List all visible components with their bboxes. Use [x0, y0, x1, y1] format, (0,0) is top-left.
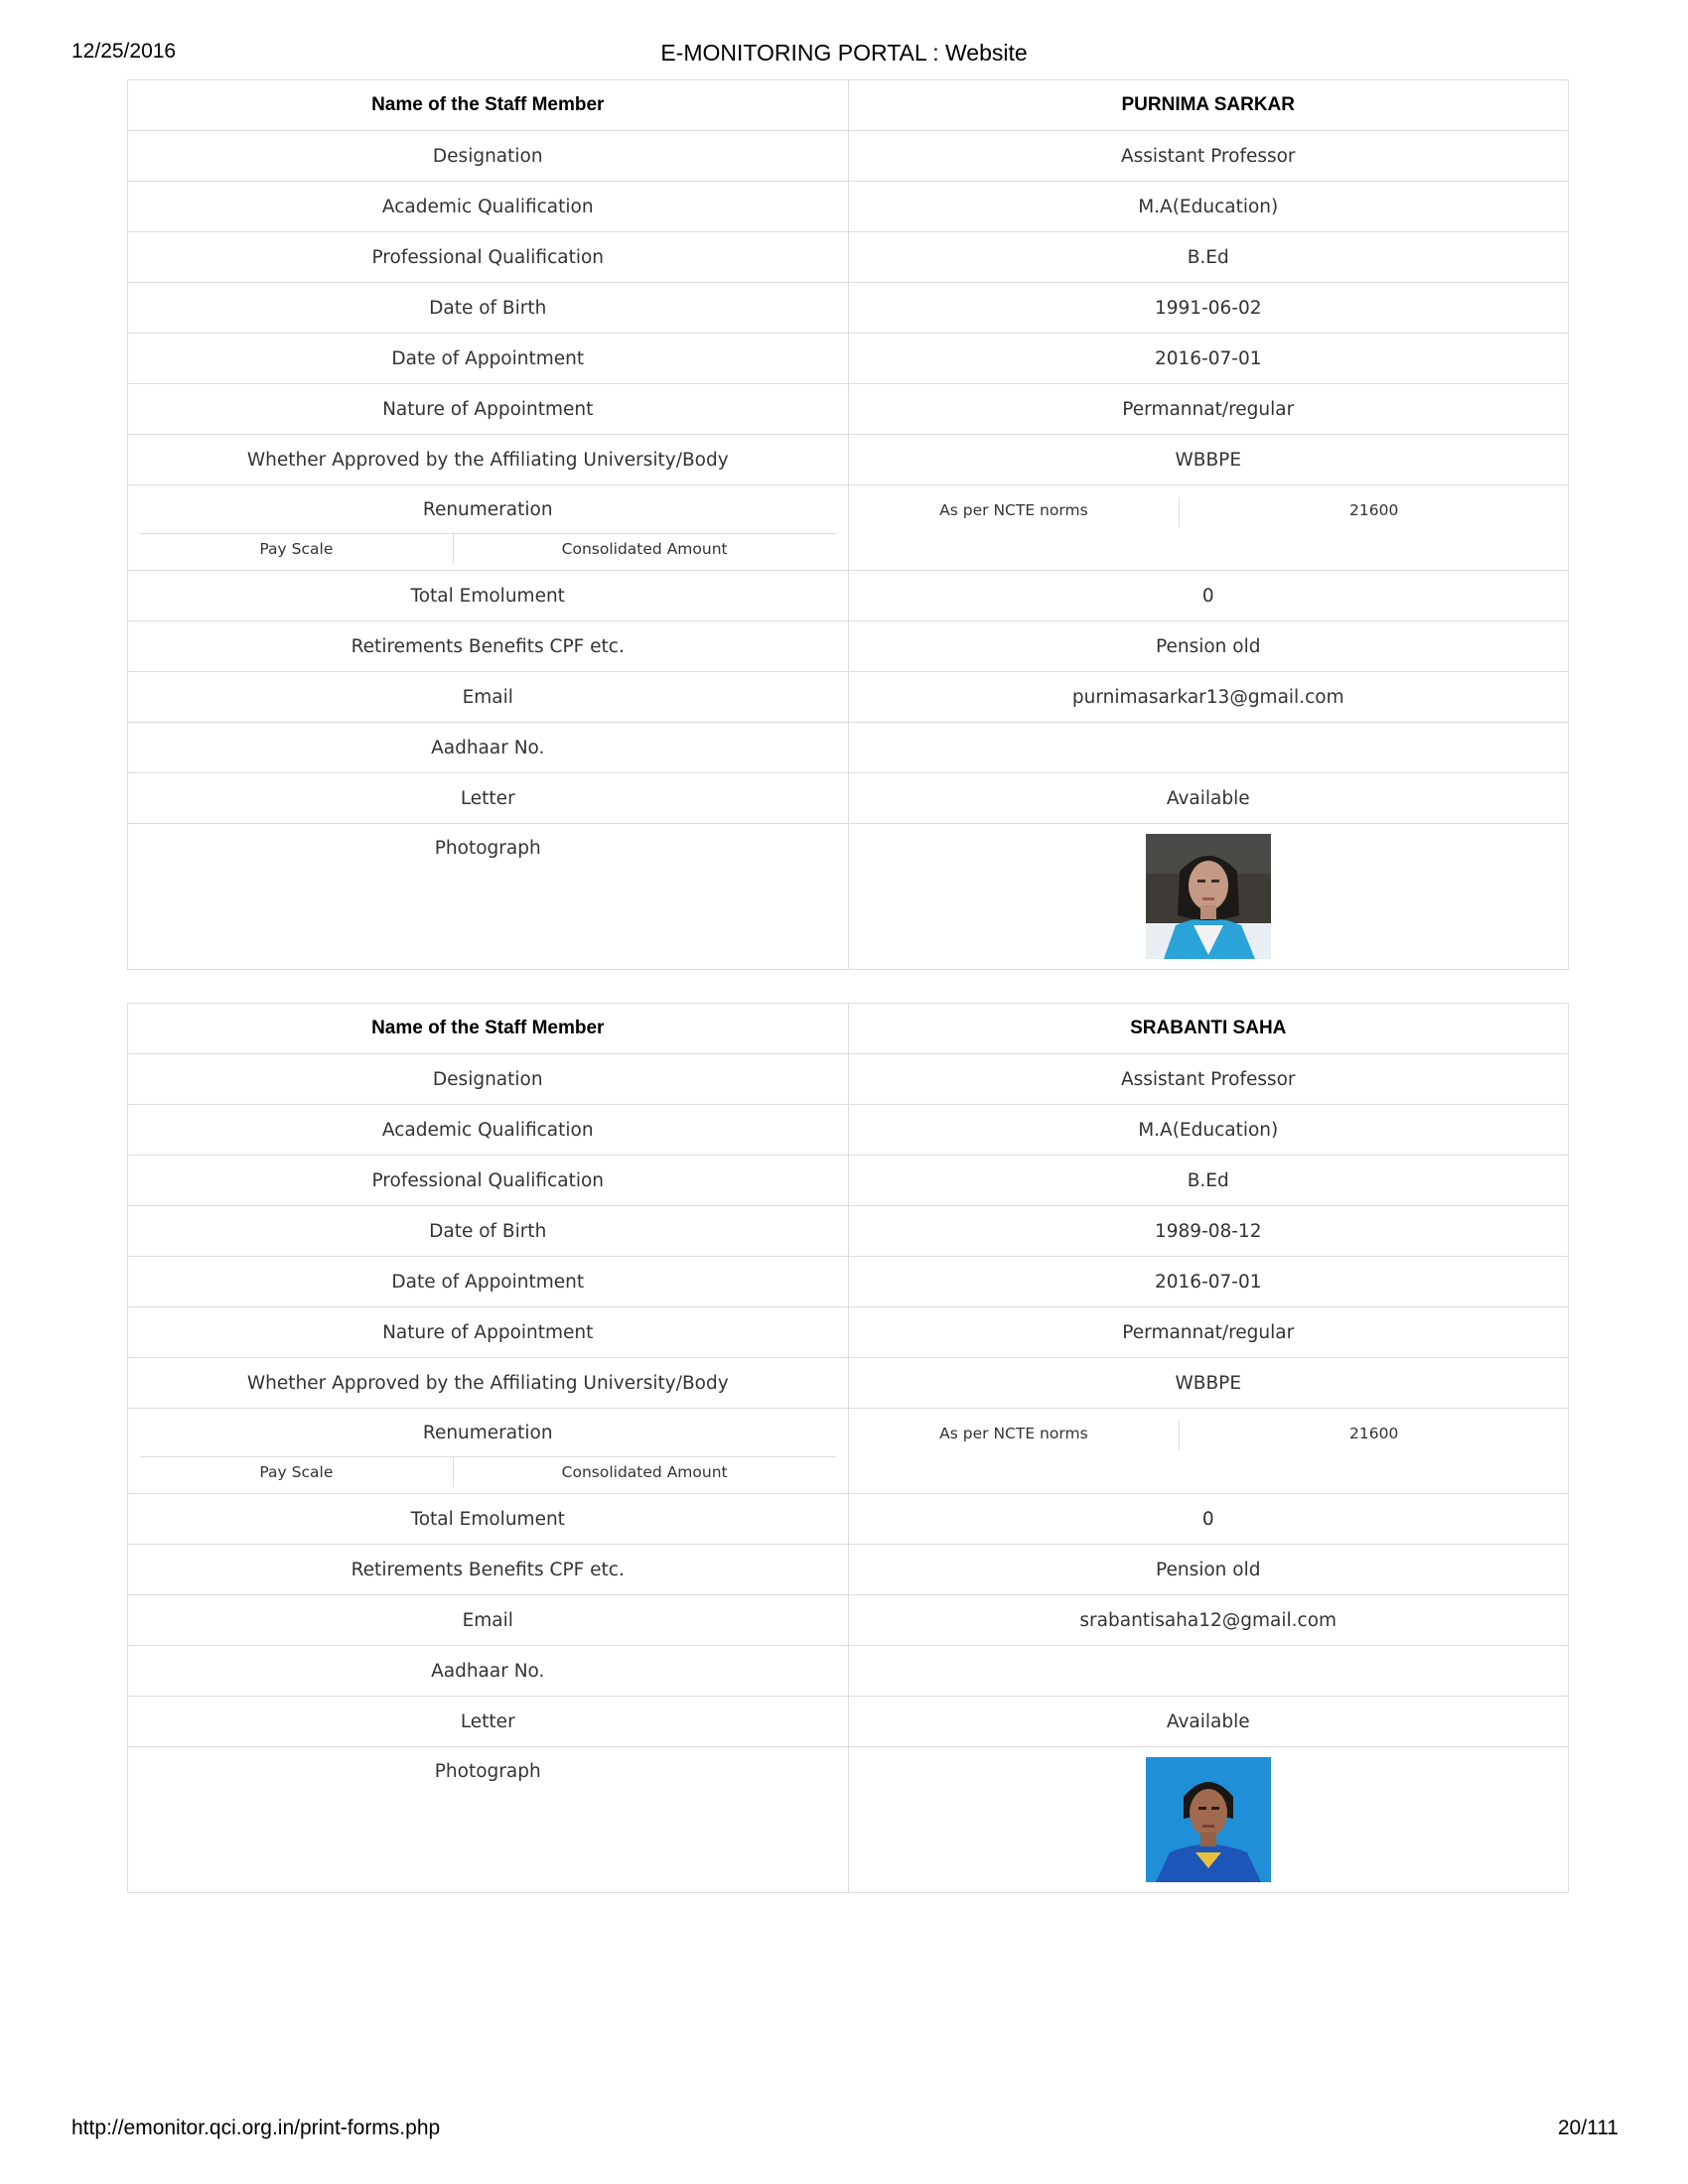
renumeration-label: Renumeration	[422, 499, 553, 520]
table-row	[128, 1307, 1569, 1358]
table-row	[128, 1105, 1569, 1156]
professional-label: Professional Qualification	[128, 1156, 849, 1206]
dob-label: Date of Birth	[128, 283, 849, 334]
staff-table	[127, 79, 1569, 970]
table-row	[128, 1206, 1569, 1257]
pay-scale-value: As per NCTE norms	[849, 497, 1181, 527]
photograph-label: Photograph	[434, 1761, 541, 1782]
renumeration-subheader	[140, 533, 836, 564]
table-row	[128, 1697, 1569, 1747]
professional-value: B.Ed	[848, 232, 1569, 283]
staff-photo	[1146, 1757, 1271, 1882]
email-value: srabantisaha12@gmail.com	[848, 1595, 1569, 1646]
email-label: Email	[128, 672, 849, 723]
table-row	[128, 1358, 1569, 1409]
approved-label: Whether Approved by the Affiliating University/Body	[128, 435, 849, 485]
renumeration-cell	[128, 485, 849, 571]
consolidated-value: 21600	[1349, 501, 1399, 519]
letter-label: Letter	[128, 773, 849, 824]
retirement-label: Retirements Benefits CPF etc.	[128, 1545, 849, 1595]
table-row	[128, 773, 1569, 824]
photograph-cell	[848, 824, 1569, 970]
table-row	[128, 1409, 1569, 1494]
dob-value: 1991-06-02	[848, 283, 1569, 334]
table-row	[128, 621, 1569, 672]
total-label: Total Emolument	[128, 1494, 849, 1545]
retirement-label: Retirements Benefits CPF etc.	[128, 621, 849, 672]
retirement-value: Pension old	[848, 621, 1569, 672]
total-value: 0	[848, 571, 1569, 621]
approved-label: Whether Approved by the Affiliating University/Body	[128, 1358, 849, 1409]
consolidated-value: 21600	[1349, 1425, 1399, 1442]
table-row	[128, 334, 1569, 384]
table-row	[128, 672, 1569, 723]
aadhaar-value	[848, 723, 1569, 773]
pay-scale-label: Pay Scale	[140, 534, 454, 564]
designation-label: Designation	[128, 131, 849, 182]
renumeration-subheader	[140, 1456, 836, 1487]
table-row	[128, 283, 1569, 334]
email-value: purnimasarkar13@gmail.com	[848, 672, 1569, 723]
dob-value: 1989-08-12	[848, 1206, 1569, 1257]
letter-value: Available	[848, 1697, 1569, 1747]
table-row	[128, 1257, 1569, 1307]
staff-name: SRABANTI SAHA	[848, 1004, 1569, 1054]
nature-value: Permannat/regular	[848, 384, 1569, 435]
photograph-label-cell	[128, 824, 849, 970]
nature-label: Nature of Appointment	[128, 384, 849, 435]
doa-value: 2016-07-01	[848, 1257, 1569, 1307]
table-row	[128, 824, 1569, 970]
professional-label: Professional Qualification	[128, 232, 849, 283]
table-row	[128, 723, 1569, 773]
dob-label: Date of Birth	[128, 1206, 849, 1257]
staff-photo-image	[1146, 1757, 1271, 1882]
email-label: Email	[128, 1595, 849, 1646]
page-title: E-MONITORING PORTAL : Website	[660, 40, 1028, 66]
renumeration-values	[848, 485, 1569, 571]
consolidated-label: Consolidated Amount	[561, 540, 728, 558]
nature-value: Permannat/regular	[848, 1307, 1569, 1358]
name-label: Name of the Staff Member	[128, 80, 849, 131]
approved-value: WBBPE	[848, 435, 1569, 485]
page-url: http://emonitor.qci.org.in/print-forms.php	[71, 2116, 441, 2139]
renumeration-values	[848, 1409, 1569, 1494]
table-row	[128, 1054, 1569, 1105]
table-row	[128, 1595, 1569, 1646]
table-row	[128, 1156, 1569, 1206]
renumeration-cell	[128, 1409, 849, 1494]
retirement-value: Pension old	[848, 1545, 1569, 1595]
table-row	[128, 182, 1569, 232]
table-row	[128, 131, 1569, 182]
table-row	[128, 1646, 1569, 1697]
table-row	[128, 80, 1569, 131]
table-row	[128, 232, 1569, 283]
academic-label: Academic Qualification	[128, 182, 849, 232]
designation-value: Assistant Professor	[848, 131, 1569, 182]
academic-label: Academic Qualification	[128, 1105, 849, 1156]
print-date: 12/25/2016	[71, 40, 177, 63]
doa-label: Date of Appointment	[128, 1257, 849, 1307]
table-row	[128, 384, 1569, 435]
photograph-label: Photograph	[434, 838, 541, 859]
academic-value: M.A(Education)	[848, 182, 1569, 232]
total-value: 0	[848, 1494, 1569, 1545]
consolidated-label: Consolidated Amount	[561, 1463, 728, 1481]
table-row	[128, 485, 1569, 571]
name-label: Name of the Staff Member	[128, 1004, 849, 1054]
staff-name: PURNIMA SARKAR	[848, 80, 1569, 131]
doa-value: 2016-07-01	[848, 334, 1569, 384]
designation-value: Assistant Professor	[848, 1054, 1569, 1105]
pay-scale-value: As per NCTE norms	[849, 1421, 1181, 1450]
pay-scale-label: Pay Scale	[140, 1457, 454, 1487]
renumeration-label: Renumeration	[422, 1423, 553, 1443]
doa-label: Date of Appointment	[128, 334, 849, 384]
table-row	[128, 435, 1569, 485]
table-row	[128, 1747, 1569, 1893]
table-row	[128, 571, 1569, 621]
aadhaar-value	[848, 1646, 1569, 1697]
aadhaar-label: Aadhaar No.	[128, 1646, 849, 1697]
staff-photo-image	[1146, 834, 1271, 959]
photograph-cell	[848, 1747, 1569, 1893]
table-row	[128, 1494, 1569, 1545]
photograph-label-cell	[128, 1747, 849, 1893]
designation-label: Designation	[128, 1054, 849, 1105]
staff-photo	[1146, 834, 1271, 959]
aadhaar-label: Aadhaar No.	[128, 723, 849, 773]
table-row	[128, 1545, 1569, 1595]
staff-table	[127, 1003, 1569, 1893]
page-number: 20/111	[1557, 2116, 1618, 2139]
table-row	[128, 1004, 1569, 1054]
academic-value: M.A(Education)	[848, 1105, 1569, 1156]
nature-label: Nature of Appointment	[128, 1307, 849, 1358]
professional-value: B.Ed	[848, 1156, 1569, 1206]
letter-label: Letter	[128, 1697, 849, 1747]
approved-value: WBBPE	[848, 1358, 1569, 1409]
letter-value: Available	[848, 773, 1569, 824]
total-label: Total Emolument	[128, 571, 849, 621]
